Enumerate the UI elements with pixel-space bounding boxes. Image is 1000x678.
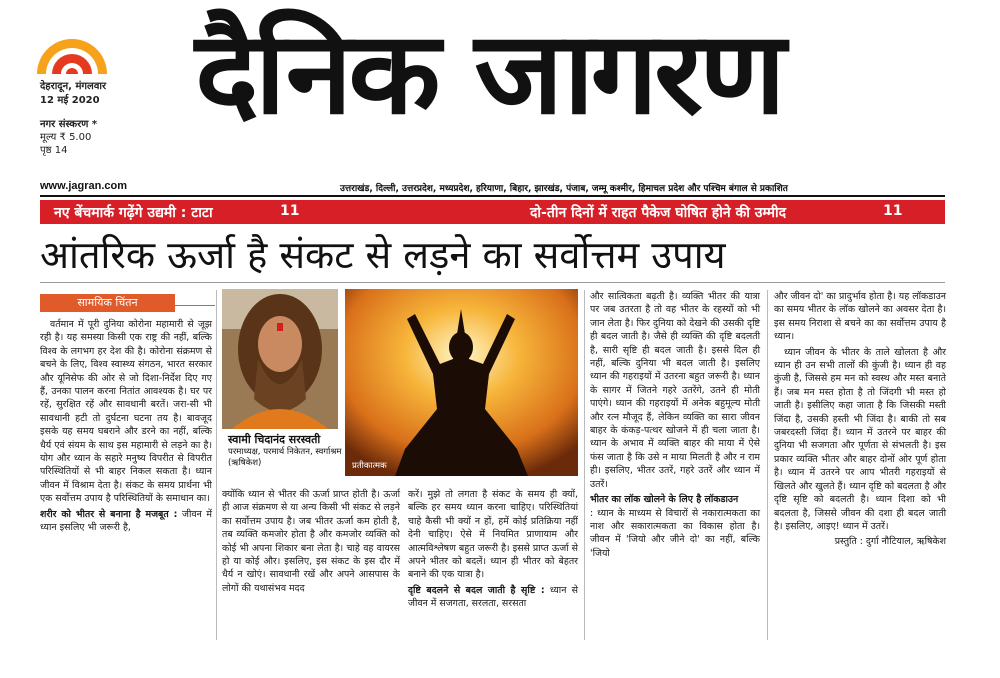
page-count: पृष्ठ 14 (40, 145, 68, 156)
author-description: परमाध्यक्ष, परमार्थ निकेतन, स्वर्गाश्रम (ऋषिकेश) (228, 447, 342, 468)
section-tag: सामयिक चिंतन (40, 294, 175, 312)
headline-divider (40, 282, 945, 283)
ticker-left-page: 11 (280, 203, 300, 219)
dateline-date: 12 मई 2020 (40, 95, 100, 106)
publication-states: उत्तराखंड, दिल्ली, उत्तरप्रदेश, मध्यप्रदेश, हरियाणा, बिहार, झारखंड, पंजाब, जम्मू कश्मीर, हिमाचल प्रदेश और पश्चिम बंगाल से प्रकाशित (340, 184, 788, 194)
subheading-1: शरीर को भीतर से बनाना है मजबूत : (40, 508, 178, 520)
column-divider (216, 290, 217, 640)
article-column-5 (774, 290, 946, 549)
column-3-paragraph-2: ध्यान से जीवन में सजगता, सरलता, सरसता (408, 584, 578, 610)
column-1-paragraph-2: जीवन में ध्यान इसलिए भी जरूरी है, (40, 508, 213, 534)
image-caption: प्रतीकात्मक (352, 461, 387, 471)
ticker-left-headline[interactable]: नए बेंचमार्क गढ़ेंगे उद्यमी : टाटा (54, 205, 213, 221)
column-divider (584, 290, 585, 640)
sun-logo-icon (32, 26, 112, 76)
dateline-city: देहरादून, मंगलवार (40, 81, 107, 92)
column-5-paragraph: और जीवन दो' का प्रादुर्भाव होता है। यह लॉकडाउन का समय भीतर के लॉक खोलने का अवसर देता है। इस समय निराशा से बचने का का सर्वोत्तम उपाय है ध्यान। (774, 291, 946, 343)
column-4-paragraph: और सात्विकता बढ़ती है। व्यक्ति भीतर की यात्रा पर जब उतरता है तो वह भीतर के रहस्यों को भी जान लेता है। फिर दुनिया को देखने की उसकी दृष्टि ही बदल जाती है। जैसे ही व्यक्ति की दृष्टि बदलती है, सारी सृष्टि ही बदल जाती है। इससे दिल ही नहीं, बल्कि दुनिया भी बदल जाती है। इसलिए ध्यान की गहराइयों में उतरना बहुत जरूरी है। ध्यान के सागर में जितने गहरे उतरेंगे, उतने ही मोती पाएंगे। ध्यान की गहराइयों में अनेक बहुमूल्य मोती और रत्न मौजूद हैं, लेकिन व्यक्ति का सारा जीवन बाहर के कंकड़-पत्थर खोजने में ही चला जाता है। ध्यान के अभाव में व्यक्ति बाहर की माया में ऐसे फंस जाता है कि उसे न माया मिलती है और न राम ही। इसलिए, भीतर उतरें, गहरे उतरें और ध्यान में उतरें। (590, 291, 760, 490)
meditation-image (345, 289, 578, 476)
column-1-paragraph: वर्तमान में पूरी दुनिया कोरोना महामारी से जूझ रही है। यह समस्या किसी एक राष्ट्र की नहीं, बल्कि विश्व के लगभग हर देश की है। कोरोना संक्रमण से बचने के लिए, विश्व स्वास्थ्य संगठन, भारत सरकार और यूनिसेफ की ओर से जो दिशा-निर्देश दिए गए हैं, उनका पालन करना नितांत आवश्यक है। घर पर रहें, सुरक्षित रहें और सावधानी बरतें। जरा-सी भी सावधानी हटी तो दुर्घटना घटना तय है। बावजूद इसके यह समय घबराने और डरने का नहीं, बल्कि धैर्य एवं संयम के साथ इस महामारी से लड़ने का है। योग और ध्यान के सहारे मनुष्य विपरीत से विपरीत परिस्थितियों से भी बाहर निकल सकता है। ध्यान जीवन में विश्राम देता है। संकट के समय प्रार्थना भी एक सर्वोत्तम उपाय है परिस्थितियों के समाधान का। (40, 319, 212, 505)
price-label: मूल्य ₹ 5.00 (40, 132, 92, 143)
article-credit: प्रस्तुति : दुर्गा नौटियाल, ऋषिकेश (834, 536, 946, 548)
website-link[interactable]: www.jagran.com (40, 180, 128, 192)
article-column-2 (222, 488, 400, 597)
ticker-right-headline[interactable]: दो-तीन दिनों में राहत पैकेज घोषित होने की उम्मीद (530, 205, 787, 221)
article-column-4 (590, 290, 760, 562)
article-column-1 (40, 318, 212, 535)
article-headline: आंतरिक ऊर्जा है संकट से लड़ने का सर्वोत्तम उपाय (40, 233, 726, 277)
author-photo (222, 289, 338, 429)
subheading-2: दृष्टि बदलने से बदल जाती है सृष्टि : (408, 584, 545, 596)
ticker-right-page: 11 (883, 203, 903, 219)
newspaper-title: दैनिक जागरण (195, 8, 782, 141)
column-3-paragraph: करें। मुझे तो लगता है संकट के समय ही क्यों, बल्कि हर समय ध्यान करना चाहिए। परिस्थितियां चाहे कैसी भी क्यों न हों, हमें कोई प्रतिक्रिया नहीं देनी चाहिए। ऐसे में नियमित प्राणायाम और आत्मविश्लेषण बहुत जरूरी है। इससे प्राप्त ऊर्जा से अपने भीतर को बदलें। ध्यान ही भीतर को बेहतर बनाने की एक यात्रा है। (408, 489, 578, 581)
column-divider (767, 290, 768, 640)
edition-label: नगर संस्करण * (40, 119, 98, 130)
masthead-divider (40, 195, 945, 197)
column-5-paragraph-2: ध्यान जीवन के भीतर के ताले खोलता है और ध्यान ही उन सभी तालों की कुंजी है। ध्यान ही वह कुंजी है, जिससे हम मन को स्वस्थ और मस्त बनाते हैं। जब मन मस्त होता है तो जिंदगी भी मस्त हो जाती है। इसीलिए कहा जाता है कि जिसकी मस्ती जिंदा है, उसकी हस्ती भी जिंदा है। बाकी तो सब जबरदस्ती जिंदा हैं। ध्यान में उतरने पर बाहर की दुनिया भी सजगता और पूर्णता से संभलती है। इस प्रकार व्यक्ति भीतर और बाहर दोनों ओर पूर्ण होता है। ध्यान में उतरने पर आप भीतरी गहराइयों से खिलते और खुलते हैं। ध्यान दृष्टि को बदलता है और दृष्टि सृष्टि को बदलती है। ध्यान दिशा को भी बदलता है, जिससे जीवन की दशा ही बदल जाती है। इसलिए, आइए! ध्यान में उतरें। (774, 346, 946, 532)
column-2-paragraph: क्योंकि ध्यान से भीतर की ऊर्जा प्राप्त होती है। ऊर्जा ही आज संक्रमण से या अन्य किसी भी संकट से लड़ने का सर्वोत्तम उपाय है। जब भीतर ऊर्जा कम होती है, तब व्यक्ति कमजोर होता है और कमजोर व्यक्ति को कोई भी अपना शिकार बना लेता है। चाहे वह वायरस हो या कोई और। इसलिए, इस संकट के इस दौर में धैर्य न खोएं। सावधानी रखें और अपने आसपास के लोगों की यथासंभव मदद (222, 489, 400, 594)
column-4-paragraph-2: : ध्यान के माध्यम से विचारों से नकारात्मकता का नाश और सकारात्मकता का विकास होता है। जीवन में 'जियो और जीने दो' का नहीं, बल्कि 'जियो (590, 507, 760, 559)
article-column-3 (408, 488, 578, 611)
author-name: स्वामी चिदानंद सरस्वती (228, 433, 321, 446)
section-line (175, 305, 215, 306)
subheading-3: भीतर का लॉक खोलने के लिए है लॉकडाउन (590, 494, 739, 506)
news-ticker (40, 200, 945, 224)
